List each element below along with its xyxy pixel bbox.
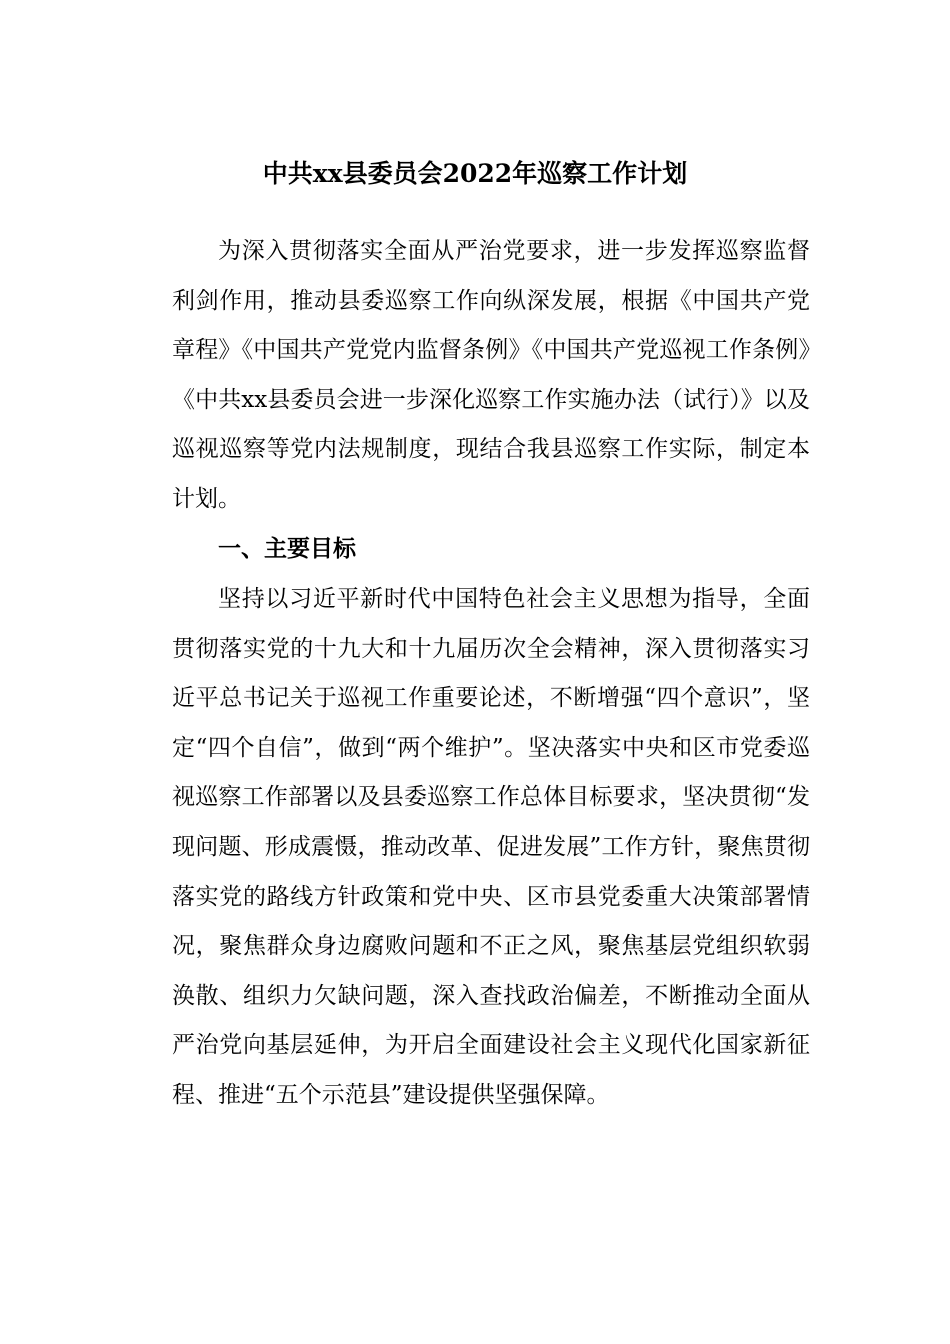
intro-paragraph: 为深入贯彻落实全面从严治党要求，进一步发挥巡察监督利剑作用，推动县委巡察工作向纵深发展，根据《中国共产党章程》《中国共产党党内监督条例》《中国共产党巡视工作条例》《中共xx县委员会进一步深化巡察工作实施办法（试行）》以及巡视巡察等党内法规制度，现结合我县巡察工作实际，制定本计划。 — [172, 238, 810, 512]
section-heading-main-goals: 一、主要目标 — [218, 536, 356, 562]
main-goals-paragraph: 坚持以习近平新时代中国特色社会主义思想为指导，全面贯彻落实党的十九大和十九届历次全会精神，深入贯彻落实习近平总书记关于巡视工作重要论述，不断增强“四个意识”，坚定“四个自信”，做到“两个维护”。坚决落实中央和区市党委巡视巡察工作部署以及县委巡察工作总体目标要求，坚决贯彻“发现问题、形成震慑，推动改革、促进发展”工作方针，聚焦贯彻落实党的路线方针政策和党中央、区市县党委重大决策部署情况，聚焦群众身边腐败问题和不正之风，聚焦基层党组织软弱涣散、组织力欠缺问题，深入查找政治偏差，不断推动全面从严治党向基层延伸，为开启全面建设社会主义现代化国家新征程、推进“五个示范县”建设提供坚强保障。 — [172, 586, 810, 1108]
document-title: 中共xx县委员会2022年巡察工作计划 — [262, 159, 688, 188]
